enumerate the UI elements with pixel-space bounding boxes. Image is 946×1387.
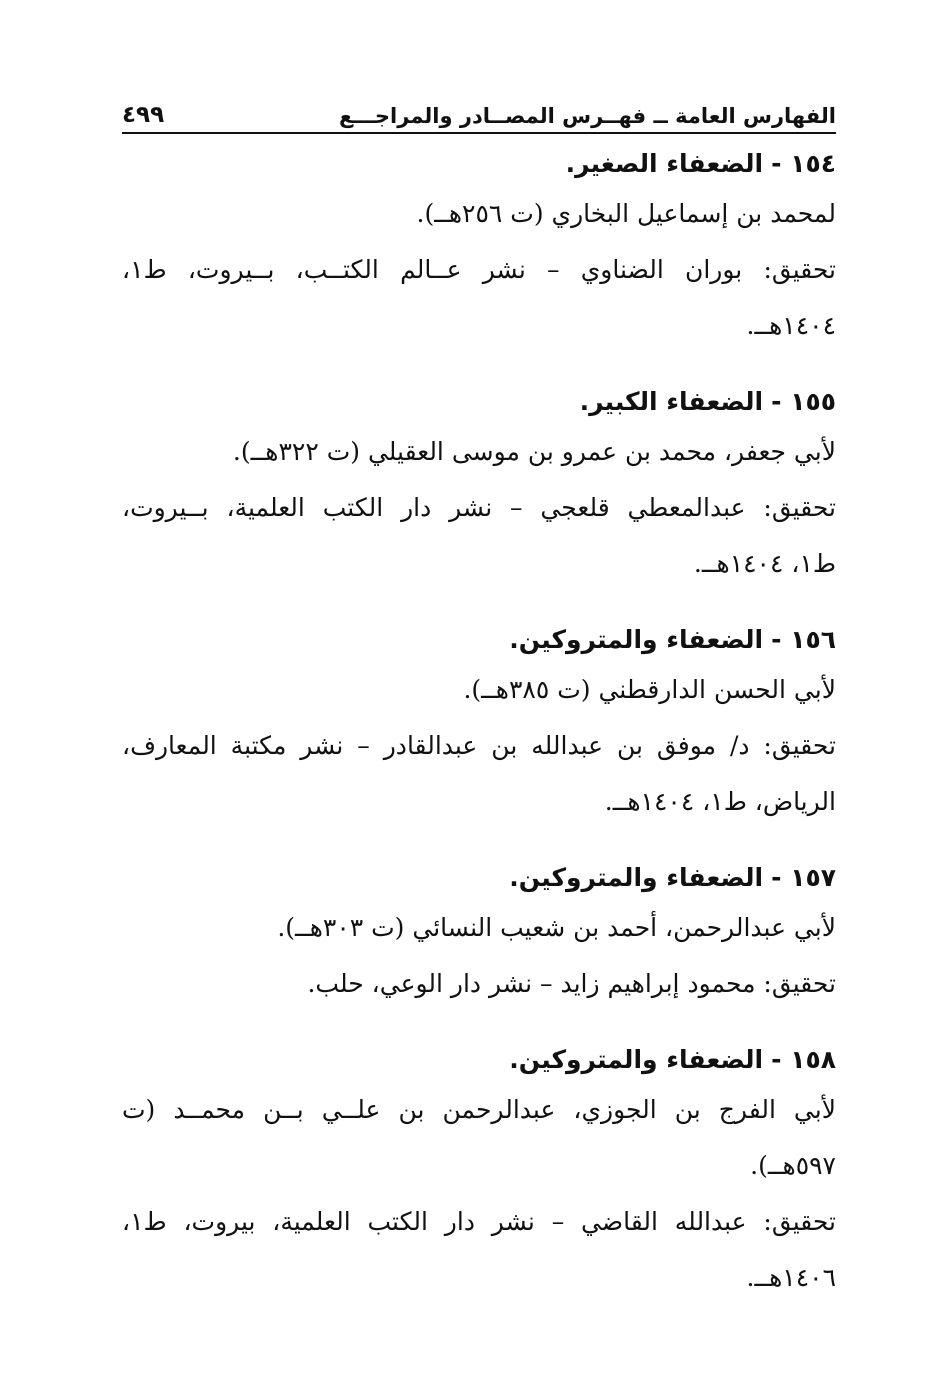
entry-title: الضعفاء الكبير. xyxy=(579,387,764,416)
entry-author-line: لأبي عبدالرحمن، أحمد بن شعيب النسائي (ت ٣٠٣هــ). xyxy=(277,913,836,942)
entry-edition-line: ١٤٠٦هــ. xyxy=(746,1263,836,1292)
bibliography-list xyxy=(122,142,836,1332)
entry-edition-line: تحقيق: عبدالله القاضي – نشر دار الكتب العلمية، بيروت، ط١، xyxy=(122,1207,836,1236)
entry-heading xyxy=(122,1038,836,1082)
entry-author-line: لمحمد بن إسماعيل البخاري (ت ٢٥٦هــ). xyxy=(416,199,836,228)
entry-edition-line: تحقيق: د/ موفق بن عبدالله بن عبدالقادر – نشر مكتبة المعارف، xyxy=(122,731,836,760)
entry-edition-line: الرياض، ط١، ١٤٠٤هــ. xyxy=(604,787,836,816)
entry-edition-line: تحقيق: محمود إبراهيم زايد – نشر دار الوعي، حلب. xyxy=(307,969,836,998)
bibliography-entry-157 xyxy=(122,856,836,1012)
entry-edition-line: تحقيق: بوران الضناوي – نشر عــالم الكتــب، بــيروت، ط١، xyxy=(122,255,836,284)
entry-author-line: لأبي الحسن الدارقطني (ت ٣٨٥هــ). xyxy=(463,675,836,704)
entry-number: ١٥٨ - xyxy=(771,1045,836,1074)
entry-number: ١٥٥ - xyxy=(771,387,836,416)
entry-number: ١٥٦ - xyxy=(771,625,836,654)
entry-title: الضعفاء الصغير. xyxy=(565,149,764,178)
entry-edition-line: ١٤٠٤هــ. xyxy=(746,311,836,340)
header-title: الفهارس العامة ــ فهــرس المصــادر والمراجـــع xyxy=(339,104,836,128)
entry-title: الضعفاء والمتروكين. xyxy=(509,863,764,892)
entry-heading xyxy=(122,618,836,662)
entry-heading xyxy=(122,856,836,900)
bibliography-entry-155 xyxy=(122,380,836,592)
entry-title: الضعفاء والمتروكين. xyxy=(509,1045,764,1074)
entry-author-line: ٥٩٧هــ). xyxy=(750,1151,836,1180)
bibliography-entry-156 xyxy=(122,618,836,830)
bibliography-entry-158 xyxy=(122,1038,836,1306)
running-header xyxy=(122,84,836,134)
page-number: ٤٩٩ xyxy=(122,102,165,128)
entry-heading xyxy=(122,380,836,424)
entry-author-line: لأبي الفرج بن الجوزي، عبدالرحمن بن علــي بــن محمــد (ت xyxy=(122,1095,836,1124)
entry-heading xyxy=(122,142,836,186)
entry-edition-line: ط١، ١٤٠٤هــ. xyxy=(693,549,836,578)
bibliography-entry-154 xyxy=(122,142,836,354)
entry-author-line: لأبي جعفر، محمد بن عمرو بن موسى العقيلي (ت ٣٢٢هــ). xyxy=(232,437,836,466)
entry-edition-line: تحقيق: عبدالمعطي قلعجي – نشر دار الكتب العلمية، بــيروت، xyxy=(122,493,836,522)
entry-title: الضعفاء والمتروكين. xyxy=(509,625,764,654)
entry-number: ١٥٧ - xyxy=(771,863,836,892)
entry-number: ١٥٤ - xyxy=(771,149,836,178)
